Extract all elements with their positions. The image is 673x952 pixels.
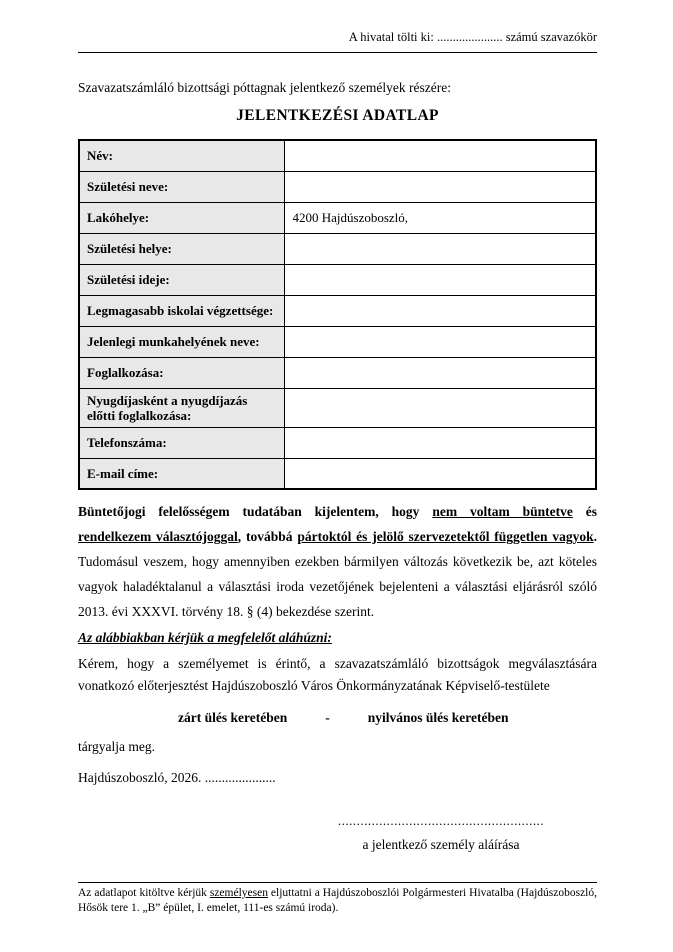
office-fill-dots: .....................: [436, 30, 503, 44]
table-row: [79, 233, 596, 264]
date-line: [78, 770, 597, 786]
row-value-szuletesi-neve: [284, 171, 596, 202]
declaration-text: Büntetőjogi felelősségem tudatában kijelentem, hogy: [78, 504, 433, 519]
row-label-nyugdijas-foglalkozas: Nyugdíjasként a nyugdíjazás előtti foglalkozása:: [79, 388, 284, 427]
table-row: [79, 326, 596, 357]
table-row: [79, 427, 596, 458]
table-row: [79, 357, 596, 388]
request-paragraph: Kérem, hogy a személyemet is érintő, a szavazatszámláló bizottságok megválasztására vonatkozó előterjesztést Hajdúszoboszló Város Önkormányzatának Képviselő-testülete: [78, 656, 597, 693]
form-subtitle: Szavazatszámláló bizottsági póttagnak jelentkező személyek részére:: [78, 80, 451, 95]
table-row: [79, 295, 596, 326]
footer-text: Az adatlapot kitöltve kérjük: [78, 887, 210, 899]
row-label-email-cime: E-mail címe:: [79, 458, 284, 489]
request-tail: tárgyalja meg.: [78, 739, 155, 754]
row-value-lakohelye: 4200 Hajdúszoboszló,: [284, 202, 596, 233]
underline-instruction-heading: Az alábbiakban kérjük a megfelelőt aláhúzni:: [78, 630, 332, 645]
declaration-text: , továbbá: [237, 529, 298, 544]
declaration-underlined-voting-right: rendelkezem választójoggal: [78, 529, 238, 544]
signature-block: [317, 813, 565, 853]
declaration-text: .: [593, 529, 597, 544]
table-row: [79, 458, 596, 489]
row-label-iskolai-vegzettsege: Legmagasabb iskolai végzettsége:: [79, 295, 284, 326]
row-value-telefonszama: [284, 427, 596, 458]
footer-note: [78, 882, 597, 916]
row-value-nev: [284, 140, 596, 171]
declaration-text: és: [572, 504, 597, 519]
office-fill-suffix: számú szavazókör: [502, 30, 597, 44]
table-row: [79, 388, 596, 427]
footer-underlined-in-person: személyesen: [209, 887, 268, 899]
option-public-session: nyilvános ülés keretében: [367, 710, 509, 725]
page-title: JELENTKEZÉSI ADATLAP: [236, 107, 439, 124]
table-row: [79, 140, 596, 171]
row-label-foglalkozasa: Foglalkozása:: [79, 357, 284, 388]
row-label-szuletesi-helye: Születési helye:: [79, 233, 284, 264]
table-row: [79, 171, 596, 202]
row-label-nev: Név:: [79, 140, 284, 171]
table-row: [79, 202, 596, 233]
signature-line: .......................................................: [337, 813, 545, 828]
declaration-underlined-independent: pártoktól és jelölő szervezetektől független vagyok: [297, 529, 594, 544]
table-row: [79, 264, 596, 295]
footer-text: eljuttatni a Hajdúszoboszlói Polgármesteri Hivatalba (Hajdúszoboszló, Hősök tere 1. „B” épület, I. emelet, 111-es számú iroda).: [78, 887, 597, 914]
office-fill-line: [78, 30, 597, 45]
row-label-szuletesi-neve: Születési neve:: [79, 171, 284, 202]
header-divider: [78, 52, 597, 53]
row-value-munkahely: [284, 326, 596, 357]
declaration-text: Tudomásul veszem, hogy amennyiben ezekben bármilyen változás következik be, azt köteles vagyok haladéktalanul a választási iroda vezetőjének bejelenteni a választási eljárásról szóló 2013. évi XXXVI. törvény 18. § (4) bekezdése szerint.: [78, 554, 597, 619]
row-value-szuletesi-ideje: [284, 264, 596, 295]
row-label-szuletesi-ideje: Születési ideje:: [79, 264, 284, 295]
date-city-year: Hajdúszoboszló, 2026.: [78, 770, 205, 785]
session-options-row: [78, 710, 597, 726]
row-value-foglalkozasa: [284, 357, 596, 388]
row-value-nyugdijas-foglalkozas: [284, 388, 596, 427]
declaration-paragraph: [78, 499, 597, 624]
option-separator: -: [325, 710, 330, 725]
option-closed-session: zárt ülés keretében: [178, 710, 288, 725]
signature-label: a jelentkező személy aláírása: [362, 837, 520, 852]
declaration-underlined-not-convicted: nem voltam büntetve: [432, 504, 573, 519]
row-label-munkahely: Jelenlegi munkahelyének neve:: [79, 326, 284, 357]
registration-form-table: [78, 139, 597, 490]
row-label-lakohelye: Lakóhelye:: [79, 202, 284, 233]
date-fill-dots: .....................: [204, 770, 276, 785]
row-label-telefonszama: Telefonszáma:: [79, 427, 284, 458]
row-value-szuletesi-helye: [284, 233, 596, 264]
row-value-iskolai-vegzettsege: [284, 295, 596, 326]
office-fill-prefix: A hivatal tölti ki:: [348, 30, 437, 44]
row-value-email-cime: [284, 458, 596, 489]
